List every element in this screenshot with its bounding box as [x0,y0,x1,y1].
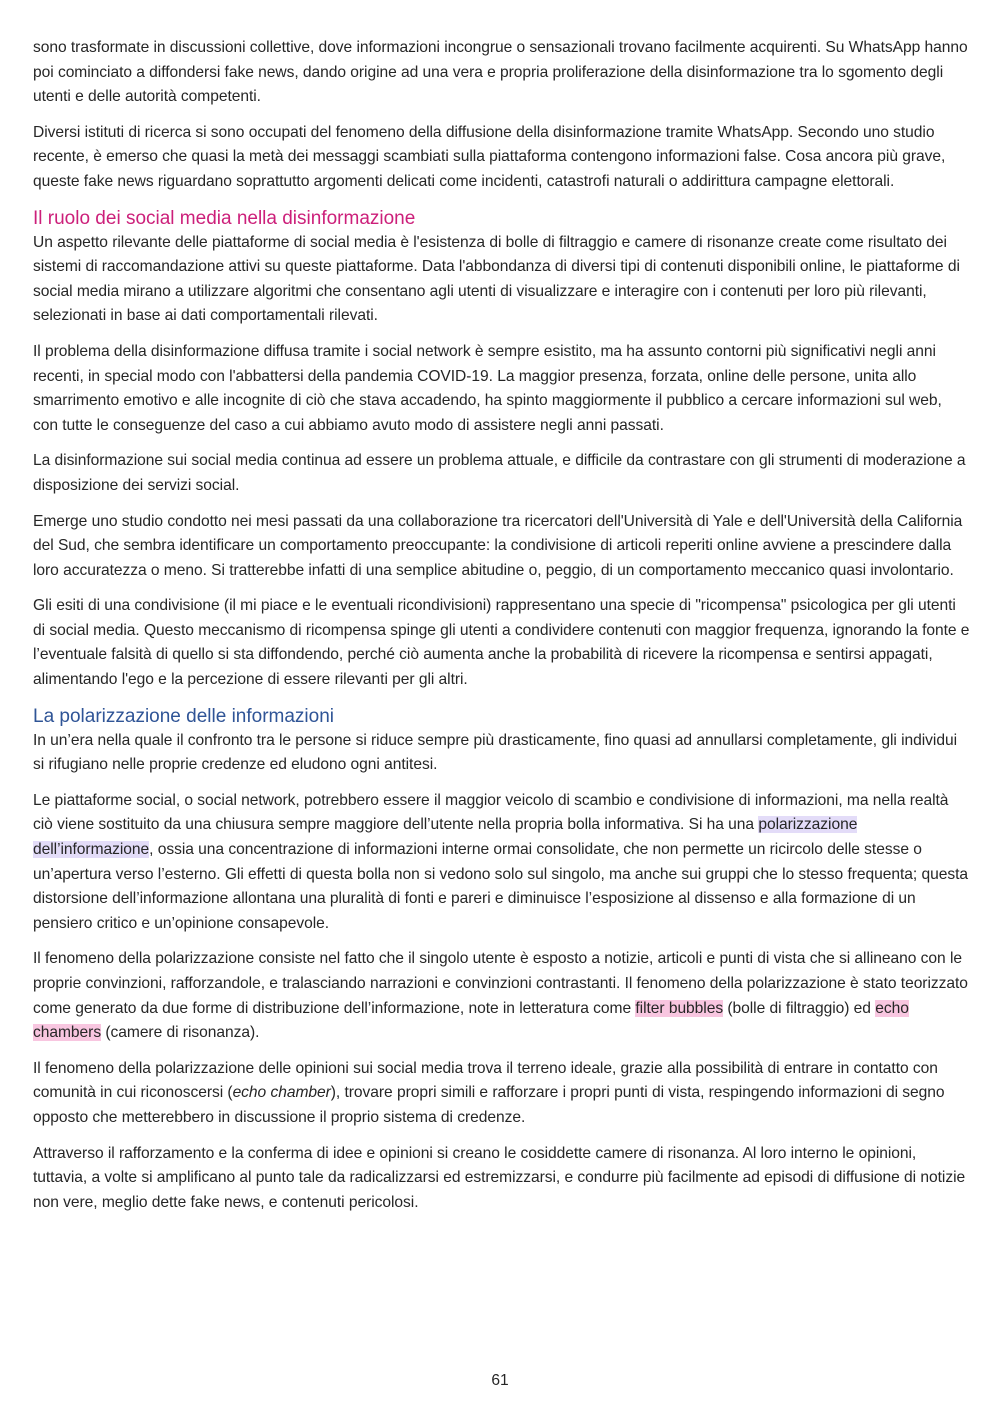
paragraph: Attraverso il rafforzamento e la conferma di idee e opinioni si creano le cosiddette camere di risonanza. Al loro interno le opinioni, tuttavia, a volte si amplificano al punto tale da radicalizzarsi ed estremizzarsi, e condurre più facilmente ad episodi di diffusione di notizie non vere, meglio dette fake news, e contenuti pericolosi. [33,1144,966,1211]
paragraph: sono trasformate in discussioni collettive, dove informazioni incongrue o sensazionali trovano facilmente acquirenti. Su WhatsApp hanno poi cominciato a diffondersi fake news, dando origine ad una vera e propria proliferazione della disinformazione tra lo sgomento degli utenti e delle autorità competenti. [33,39,968,106]
text-segment: ), trovare propri simili e rafforzare i propri punti di vista, respingendo informazioni di segno opposto che metterebbero in discussione il proprio sistema di credenze. [33,1084,945,1126]
paragraph: La disinformazione sui social media continua ad essere un problema attuale, e difficile da contrastare con gli strumenti di moderazione a disposizione dei servizi social. [33,452,966,494]
paragraph: Il problema della disinformazione diffusa tramite i social network è sempre esistito, ma ha assunto contorni più significativi negli anni recenti, in special modo con l'abbattersi della pandemia COVID-19. La maggior presenza, forzata, online delle persone, unita allo smarrimento emotivo e alle incognite di ciò che stava accadendo, ha spinto maggiormente il pubblico a cercare informazioni sul web, con tutte le conseguenze del caso a cui abbiamo avuto modo di assistere negli anni passati. [33,342,942,434]
document-page [33,36,971,1226]
italic-term: echo chamber [232,1084,331,1102]
paragraph: Un aspetto rilevante delle piattaforme di social media è l'esistenza di bolle di filtraggio e camere di risonanze create come risultato dei sistemi di raccomandazione attivi su queste piattaforme. Data l'abbondanza di diversi tipi di contenuti disponibili online, le piattaforme di social media mirano a utilizzare algoritmi che consentano agli utenti di visualizzare e interagire con i contenuti per loro più rilevanti, selezionati in base ai dati comportamentali rilevati. [33,233,960,325]
paragraph [33,947,971,1045]
paragraph: Diversi istituti di ricerca si sono occupati del fenomeno della diffusione della disinformazione tramite WhatsApp. Secondo uno studio recente, è emerso che quasi la metà dei messaggi scambiati sulla piattaforma contengono informazioni false. Cosa ancora più grave, queste fake news riguardano soprattutto argomenti delicati come incidenti, catastrofi naturali o addirittura campagne elettorali. [33,123,946,190]
paragraph [33,1057,971,1131]
page-number: 61 [491,1372,509,1389]
highlighted-term: echo chambers [33,999,909,1042]
paragraph: In un’era nella quale il confronto tra le persone si riduce sempre più drasticamente, fino quasi ad annullarsi completamente, gli individui si rifugiano nelle proprie credenze ed eludono ogni antitesi. [33,731,958,774]
text-segment: (camere di risonanza). [101,1024,260,1042]
text-segment: , ossia una concentrazione di informazioni interne ormai consolidate, che non permette un ricircolo delle stesse o un’apertura verso l’esterno. Gli effetti di questa bolla non si vedono solo sul singolo, ma anche sui gruppi che lo stesso frequenta; questa distorsione dell’informazione allontana una pluralità di fonti e pareri e diminuisce l’esposizione al dissenso e alla formazione di un pensiero critico e un’opinione consapevole. [33,841,968,932]
paragraph: Gli esiti di una condivisione (il mi piace e le eventuali ricondivisioni) rappresentano una specie di "ricompensa" psicologica per gli utenti di social media. Questo meccanismo di ricompensa spinge gli utenti a condividere contenuti con maggior frequenza, ignorando la fonte e l’eventuale falsità di quello si sta diffondendo, perché ciò aumenta anche la probabilità di ricevere la ricompensa e sentirsi appagati, alimentando l'ego e la percezione di essere rilevanti per gli altri. [33,597,970,689]
section-heading-social-media: Il ruolo dei social media nella disinformazione [33,207,416,229]
text-segment: Il fenomeno della polarizzazione consiste nel fatto che il singolo utente è esposto a notizie, articoli e punti di vista che si allineano con le proprie convinzioni, rafforzandole, e tralasciando narrazioni e convinzioni contrastanti. Il fenomeno della polarizzazione è stato teorizzato come generato da due forme di distribuzione dell’informazione, note in letteratura come [33,950,968,1017]
highlighted-term: filter bubbles [635,999,724,1017]
paragraph [33,789,971,937]
highlighted-term: polarizzazione dell’informazione [33,816,858,859]
text-segment: Le piattaforme social, o social network, potrebbero essere il maggior veicolo di scambio e condivisione di informazioni, ma nella realtà ciò viene sostituito da una chiusura sempre maggiore dell’utente nella propria bolla informativa. Si ha una [33,791,949,834]
text-segment: Il fenomeno della polarizzazione delle opinioni sui social media trova il terreno ideale, grazie alla possibilità di entrare in contatto con comunità in cui riconoscersi ( [33,1059,938,1102]
paragraph: Emerge uno studio condotto nei mesi passati da una collaborazione tra ricercatori dell'Università di Yale e dell'Università della California del Sud, che sembra identificare un comportamento preoccupante: la condivisione di articoli reperiti online avviene a prescindere dalla loro accuratezza o meno. Si tratterebbe infatti di una semplice abitudine o, peggio, di un comportamento meccanico quasi involontario. [33,512,963,579]
section-heading-polarizzazione: La polarizzazione delle informazioni [33,705,335,727]
text-segment: (bolle di filtraggio) ed [723,999,876,1017]
